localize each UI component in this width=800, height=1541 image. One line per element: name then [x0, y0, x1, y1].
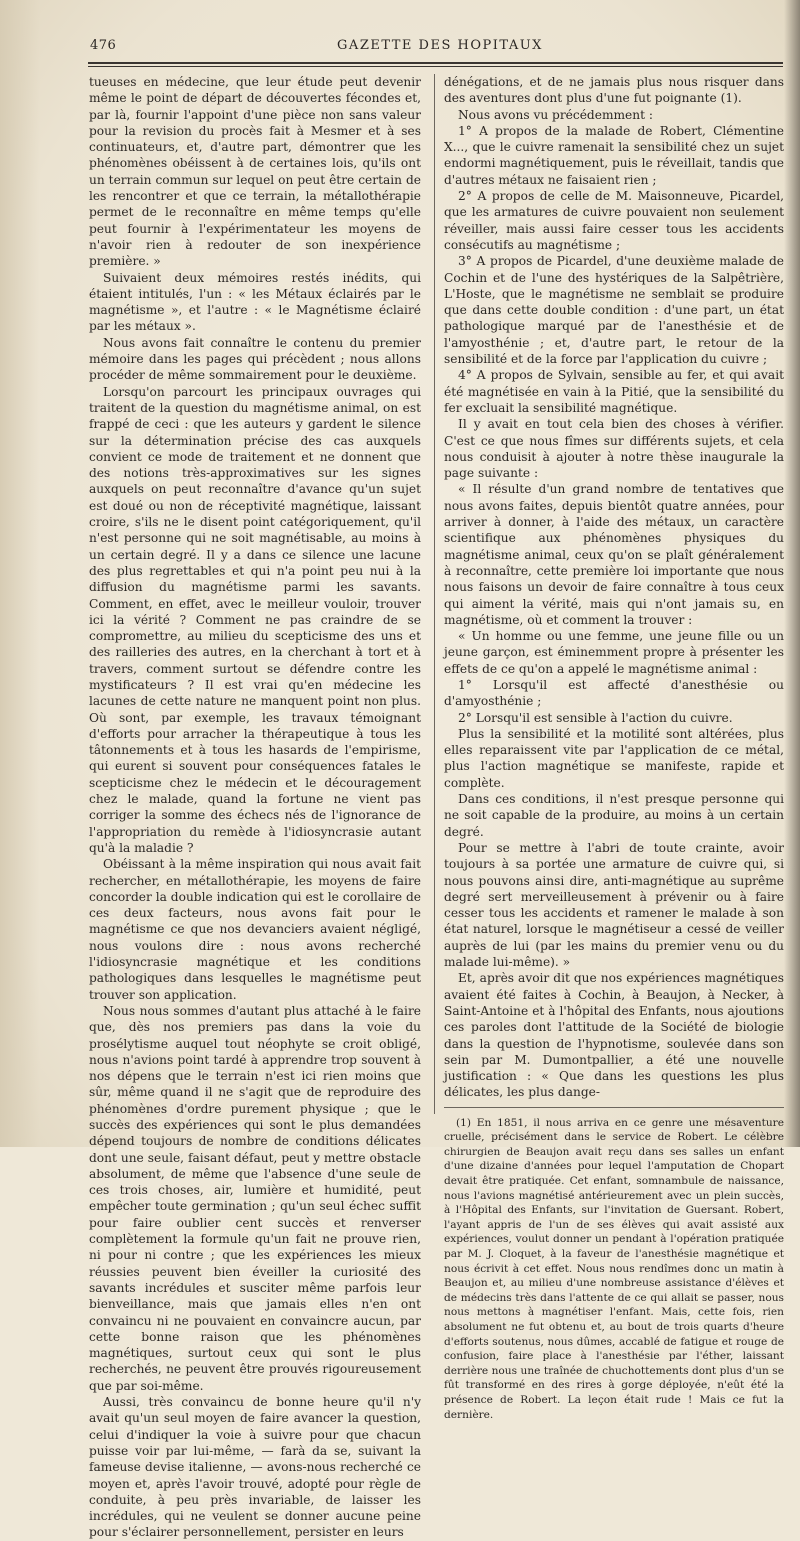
list-item: 2° A propos de celle de M. Maisonneuve, Picardel, que les armatures de cuivre pouvaient non seulement réveiller, mais aussi faire cesser tous les accidents consécutifs au magnétisme ;: [444, 189, 784, 252]
paragraph: Lorsqu'on parcourt les principaux ouvrages qui traitent de la question du magnétisme animal, on est frappé de ceci : que les auteurs y gardent le silence sur la détermination précise des cas auxquels convient ce mode de traitement et ne donnent que des notions très-approximatives sur les signes auxquels on peut reconnaître d'avance qu'un sujet est doué ou non de réceptivité magnétique, laissant croire, s'ils ne le disent point catégoriquement, qu'il n'est personne qui ne soit magnétisable, au moins à un certain degré. Il y a dans ce silence une lacune des plus regrettables et qui n'a point peu nui à la diffusion du magnétisme parmi les savants. Comment, en effet, avec le meilleur vouloir, trouver ici la vérité ? Comment ne pas craindre de se compromettre, au milieu du scepticisme des uns et des railleries des autres, en la cherchant à tort et à travers, comment surtout se défendre contre les mystificateurs ? Il est vrai qu'en médecine les lacunes de cette nature ne manquent point non plus. Où sont, par exemple, les travaux témoignant d'efforts pour arracher la thérapeutique à tous les tâtonnements et à tous les hasards de l'empirisme, qui eurent si souvent pour conséquences fatales le scepticisme chez le médecin et le découragement chez le malade, quand la fortune ne vient pas corriger la somme des échecs nés de l'ignorance de l'appropriation du remède à l'idiosyncrasie autant qu'à la maladie ?: [89, 384, 421, 855]
page-shadow-left: [0, 0, 40, 1147]
paragraph: Dans ces conditions, il n'est presque personne qui ne soit capable de la produire, au moins à un certain degré.: [444, 792, 784, 839]
paragraph: tueuses en médecine, que leur étude peut devenir même le point de départ de découvertes fécondes et, par là, fournir l'appoint d'une pièce non sans valeur pour la revision du procès fait à Mesmer et à ses continuateurs, et, d'autre part, démontrer que les phénomènes obéissent à de certaines lois, qu'ils ont un terrain commun sur lequel on peut être certain de les rencontrer et que ce terrain, la métallothérapie permet de le reconnaître en même temps qu'elle peut fournir à l'expérimentateur les moyens de n'avoir rien à redouter de son inexpérience première. »: [89, 75, 421, 269]
list-item: 2° Lorsqu'il est sensible à l'action du cuivre.: [458, 710, 733, 725]
list-item: 4° A propos de Sylvain, sensible au fer, et qui avait été magnétisée en vain à la Pitié, que la sensibilité du fer excluait la sensibilité magnétique.: [444, 368, 784, 415]
list-item: 1° A propos de la malade de Robert, Clémentine X..., que le cuivre ramenait la sensibilité chez un sujet endormi magnétiquement, puis le réveillait, tandis que d'autres métaux ne faisaient rien ;: [444, 123, 784, 187]
header-rule-thin: [88, 66, 783, 67]
paragraph: Aussi, très convaincu de bonne heure qu'il n'y avait qu'un seul moyen de faire avancer la question, celui d'indiquer la voie à suivre pour que chacun puisse voir par lui-même, — farà da se, suivant la fameuse devise italienne, — avons-nous recherché ce moyen et, après l'avoir trouvé, adopté pour règle de conduite, à peu près invariable, de laisser les incrédules, qui ne veulent se donner aucune peine pour s'éclairer personnellement, persister en leurs: [89, 1395, 421, 1540]
paragraph: Plus la sensibilité et la motilité sont altérées, plus elles reparaissent vite par l'application de ce métal, plus l'action magnétique se manifeste, rapide et complète.: [444, 726, 784, 790]
quote-paragraph: « Il résulte d'un grand nombre de tentatives que nous avons faites, depuis bientôt quatre années, pour arriver à donner, à l'aide des métaux, un caractère scientifique aux phénomènes physiques du magnétisme animal, ceux qu'on se plaît généralement à reconnaître, cette première loi importante que nous nous faisons un devoir de faire connaître à tous ceux qui aiment la vérité, mais qui n'ont jamais su, en magnétisme, où et comment la trouver :: [444, 482, 784, 627]
footnote-rule: [444, 1107, 784, 1108]
journal-title: GAZETTE DES HOPITAUX: [337, 38, 543, 53]
left-column: [89, 74, 421, 1541]
paragraph: dénégations, et de ne jamais plus nous risquer dans des aventures dont plus d'une fut poignante (1).: [444, 75, 784, 106]
paragraph: Nous avons fait connaître le contenu du premier mémoire dans les pages qui précèdent ; nous allons procéder de même sommairement pour le deuxième.: [89, 335, 421, 383]
header-rule-thick: [88, 62, 783, 64]
page-shadow-right: [784, 0, 800, 1147]
quote-paragraph: « Un homme ou une femme, une jeune fille ou un jeune garçon, est éminemment propre à présenter les effets de ce qu'on a appelé le magnétisme animal :: [444, 629, 784, 676]
paragraph: Obéissant à la même inspiration qui nous avait fait rechercher, en métallothérapie, les moyens de faire concorder la double indication qui est le corollaire de ces deux facteurs, nous avons fait pour le magnétisme ce que nos devanciers avaient négligé, nous voulons dire : nous avons recherché l'idiosyncrasie magnétique et les conditions pathologiques dans lesquelles le magnétisme peut trouver son application.: [89, 857, 421, 1002]
list-item: 1° Lorsqu'il est affecté d'anesthésie ou d'amyosthénie ;: [444, 677, 784, 709]
paragraph: Pour se mettre à l'abri de toute crainte, avoir toujours à sa portée une armature de cuivre qui, si nous pouvons ainsi dire, anti-magnétique au suprême degré sert merveilleusement à prévenir ou à faire cesser tous les accidents et ramener le malade à son état naturel, lorsque le magnétiseur a cessé de veiller auprès de lui (par les mains du premier venu ou du malade lui-même). »: [444, 840, 784, 970]
footnote-text: (1) En 1851, il nous arriva en ce genre une mésaventure cruelle, précisément dans le service de Robert. Le célèbre chirurgien de Beaujon avait reçu dans ses salles un enfant d'une dizaine d'années pour lequel l'amputation de Chopart devait être pratiquée. Cet enfant, somnambule de naissance, nous l'avions magnétisé antérieurement avec un plein succès, à l'Hôpital des Enfants, sur l'invitation de Guersant. Robert, l'ayant appris de l'un de ses élèves qui avait assisté aux expériences, voulut donner un pendant à l'opération pratiquée par M. J. Cloquet, à la faveur de l'anesthésie magnétique et nous écrivit à cet effet. Nous nous rendîmes donc un matin à Beaujon et, au milieu d'une nombreuse assistance d'élèves et de médecins très dans l'attente de ce qui allait se passer, nous nous mettons à magnétiser l'enfant. Mais, cette fois, rien absolument ne fut obtenu et, au bout de trois quarts d'heure d'efforts soutenus, nous dûmes, accablé de fatigue et rouge de confusion, faire place à l'anesthésie par l'éther, laissant derrière nous une traînée de chuchottements dont plus d'un se fût transformé en des rires à gorge déployée, n'eût été la présence de Robert. La leçon était rude ! Mais ce fut la dernière.: [444, 1116, 784, 1421]
list-item: 3° A propos de Picardel, d'une deuxième malade de Cochin et de l'une des hystériques de la Salpêtrière, L'Hoste, que le magnétisme ne semblait se produire que dans cette double condition : d'une part, un état pathologique marqué par de l'anesthésie et de l'amyosthénie ; et, d'autre part, le retour de la sensibilité et de la force par l'application du cuivre ;: [444, 254, 784, 367]
paragraph: Nous nous sommes d'autant plus attaché à le faire que, dès nos premiers pas dans la voie du prosélytisme auquel tout néophyte se croit obligé, nous n'avions point tardé à apprendre trop souvent à nos dépens que le terrain n'est ici rien moins que sûr, même quand il ne s'agit que de reproduire des phénomènes d'ordre purement physique ; que le succès des expériences qui sont le plus demandées dépend toujours de nombre de conditions délicates dont une seule, faisant défaut, peut y mettre obstacle absolument, de même que l'absence d'une seule de ces trois choses, air, lumière et humidité, peut empêcher toute germination ; qu'un seul échec suffit pour faire oublier cent succès et renverser complètement la formule qu'un fait ne prouve rien, ni pour ni contre ; que les expériences les mieux réussies peuvent bien éveiller la curiosité des savants incrédules et susciter même parfois leur bienveillance, mais que jamais elles n'en ont convaincu ni ne pouvaient en convaincre aucun, par cette bonne raison que les phénomènes magnétiques, surtout ceux qui sont le plus recherchés, ne peuvent être prouvés rigoureusement que par soi-même.: [89, 1003, 421, 1393]
right-column: [444, 74, 784, 1422]
paragraph: Suivaient deux mémoires restés inédits, qui étaient intitulés, l'un : « les Métaux éclairés par le magnétisme », et l'autre : « le Magnétisme éclairé par les métaux ».: [89, 270, 421, 334]
paragraph: Et, après avoir dit que nos expériences magnétiques avaient été faites à Cochin, à Beaujon, à Necker, à Saint-Antoine et à l'hôpital des Enfants, nous ajoutions ces paroles dont l'attitude de la Société de biologie dans la question de l'hypnotisme, soulevée dans son sein par M. Dumontpallier, a été une nouvelle justification : « Que dans les questions les plus délicates, les plus dange-: [444, 971, 784, 1100]
column-divider: [434, 74, 435, 1114]
page-header: [90, 38, 790, 60]
paragraph: Nous avons vu précédemment :: [458, 107, 653, 122]
page-number: 476: [90, 38, 117, 53]
paragraph: Il y avait en tout cela bien des choses à vérifier. C'est ce que nous fîmes sur différents sujets, et cela nous conduisit à ajouter à notre thèse inaugurale la page suivante :: [444, 417, 784, 481]
footnote: [444, 1116, 784, 1422]
